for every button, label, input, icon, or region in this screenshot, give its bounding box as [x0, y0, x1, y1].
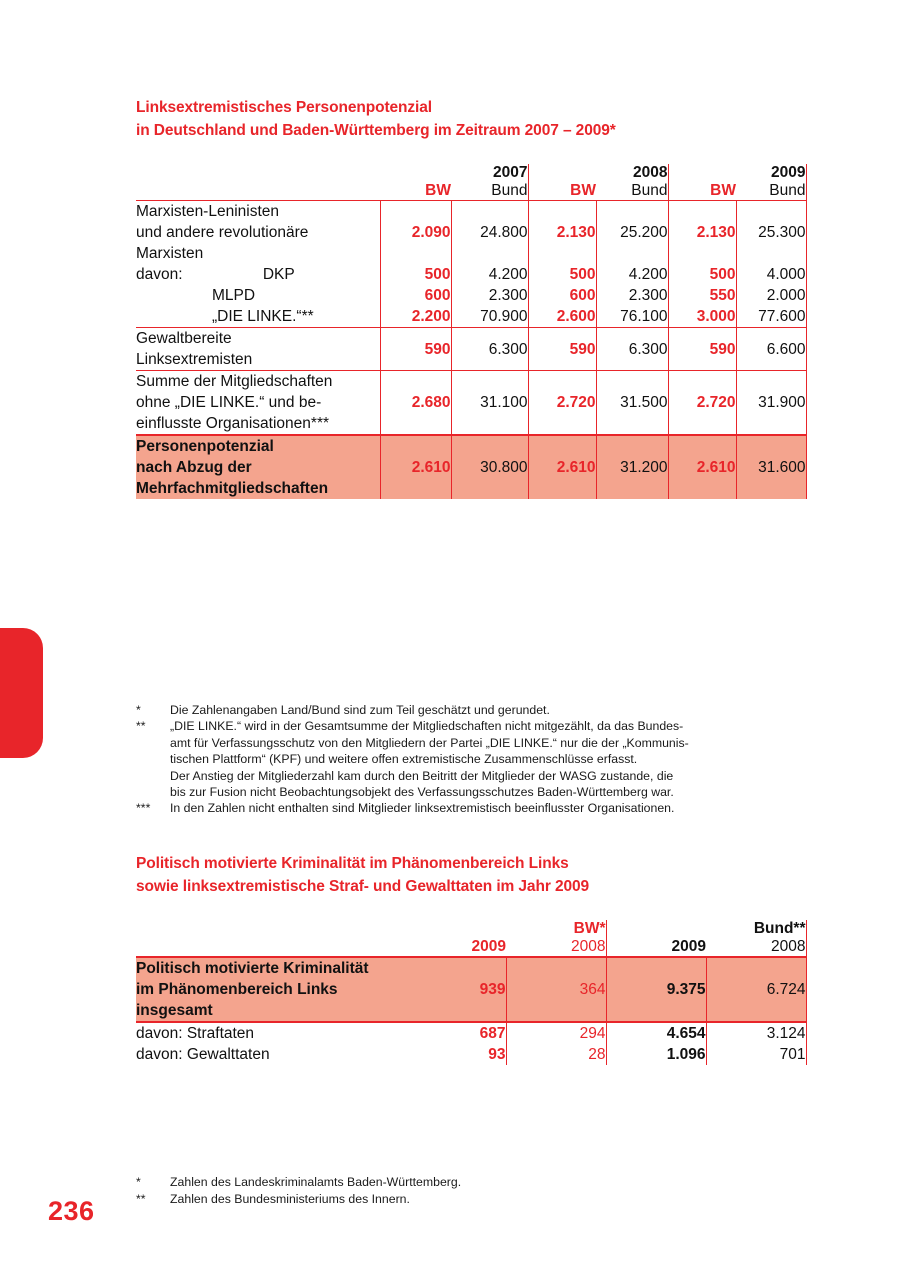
- table2-row0-label: [136, 958, 401, 1022]
- table1-row0-label-l2: Marxisten: [136, 245, 204, 262]
- table1-row3-label-l0: „DIE LINKE.“**: [212, 308, 314, 325]
- footnote-item: [136, 1191, 836, 1208]
- table2-row1-bund-2009: 4.654: [666, 1025, 706, 1042]
- table2-sub-spacer: [136, 938, 401, 957]
- table1-row5-bund-2007: 31.100: [451, 371, 528, 435]
- table1-row6-bund-2008: 31.200: [596, 436, 668, 499]
- table2-group-header-row: [136, 920, 806, 938]
- table1-title-line1: Linksextremistisches Personenpotenzial: [136, 99, 432, 116]
- table1-row3-bw-2007: 2.200: [380, 306, 451, 328]
- footnote-line: Der Anstieg der Mitgliederzahl kam durch den Beitritt der Mitglieder der WASG zustande, die: [170, 768, 674, 783]
- table1-row2-bund-2009: 2.000: [736, 285, 806, 306]
- table2-row0-bw-2009: 939: [401, 958, 506, 1022]
- table1-row4-bund-2007: 6.300: [451, 328, 528, 371]
- table1-body: [136, 201, 806, 500]
- footnote-item: [136, 702, 836, 718]
- table1-row1-bund-2008: 4.200: [596, 264, 668, 285]
- table1-row2-bw-2007: 600: [380, 285, 451, 306]
- table2-row1-label-l0: davon: Straftaten: [136, 1025, 255, 1042]
- table2-block: [136, 852, 806, 1065]
- footnote-line: „DIE LINKE.“ wird in der Gesamtsumme der Mitgliedschaften nicht mitgezählt, da das Bundes-: [170, 719, 684, 734]
- table1-row5-bw-2007: 2.680: [380, 371, 451, 435]
- table1-row2-bund-2007: 2.300: [451, 285, 528, 306]
- table2-title-line2: sowie linksextremistische Straf- und Gewalttaten im Jahr 2009: [136, 878, 590, 895]
- table2-group-pad-c: [606, 920, 706, 938]
- table1-row1-bund-2009: 4.000: [736, 264, 806, 285]
- table2-row2-bw-2009: 93: [488, 1046, 506, 1063]
- table-row: [136, 306, 806, 328]
- table1-row2-bw-2009: 550: [668, 285, 736, 306]
- table1-row1-prefix: davon:: [136, 266, 183, 283]
- table1-row4-label-l1: Linksextremisten: [136, 351, 253, 368]
- table2-title: [136, 852, 806, 898]
- footnote-line: tischen Plattform“ (KPF) und weitere offen extremistische Zusammenschlüsse erfasst.: [170, 752, 638, 767]
- table2-group-bw: BW*: [506, 920, 606, 938]
- table1-row3-bund-2009: 77.600: [736, 306, 806, 328]
- table1-year-spacer: [136, 164, 380, 182]
- table1-row6-bw-2009: 2.610: [668, 436, 736, 499]
- page-number: 236: [48, 1196, 95, 1226]
- footnote-text: [170, 718, 836, 800]
- table1-row1-bw-2008: 500: [528, 264, 596, 285]
- table-row: [136, 371, 806, 435]
- table1-row6-label-l1: nach Abzug der: [136, 459, 252, 476]
- table1-row4-bw-2009: 590: [668, 328, 736, 371]
- table-row: [136, 1044, 806, 1065]
- table1-row3-bw-2009: 3.000: [668, 306, 736, 328]
- table-row: [136, 264, 806, 285]
- table1-title-line2: in Deutschland und Baden-Württemberg im Zeitraum 2007 – 2009*: [136, 122, 616, 139]
- table2-row0-label-l0: Politisch motivierte Kriminalität: [136, 960, 369, 977]
- table2-head: [136, 920, 806, 957]
- table2-footnotes: [136, 1174, 836, 1208]
- table-row-highlighted: [136, 436, 806, 499]
- table1-row5-label: [136, 371, 380, 435]
- table2-row0-label-l2: insgesamt: [136, 1002, 213, 1019]
- table1-row0-bw-2007: 2.090: [380, 201, 451, 264]
- table2-sub-header-row: [136, 938, 806, 957]
- table1-row2-bund-2008: 2.300: [596, 285, 668, 306]
- table1-title: [136, 96, 806, 142]
- table1-row0-bw-2009: 2.130: [668, 201, 736, 264]
- table2-row0-bw-2008: 364: [506, 958, 606, 1022]
- table2: [136, 920, 807, 1065]
- footnote-mark: ***: [136, 801, 151, 816]
- table1-row1-label: [136, 264, 380, 285]
- table2-sub-bw-2009: 2009: [471, 938, 506, 955]
- table1-row6-bund-2007: 30.800: [451, 436, 528, 499]
- footnote-text: [170, 702, 836, 718]
- table1: [136, 164, 807, 499]
- footnote-mark: **: [136, 1192, 146, 1206]
- table2-sub-bw-2008: 2008: [506, 938, 606, 957]
- table1-row4-bw-2007: 590: [380, 328, 451, 371]
- table1-sub-bw-2007: BW: [425, 182, 451, 199]
- table1-row5-label-l2: einflusste Organisationen***: [136, 415, 330, 432]
- table2-row1-label: [136, 1023, 401, 1044]
- table1-row4-bw-2008: 590: [528, 328, 596, 371]
- table2-sub-bund-2008: 2008: [706, 938, 806, 957]
- table2-row2-bund-2009: 1.096: [666, 1046, 706, 1063]
- table1-footnotes: [136, 702, 836, 817]
- table1-row3-bund-2007: 70.900: [451, 306, 528, 328]
- table1-row3-bw-2008: 2.600: [528, 306, 596, 328]
- table1-row5-label-l1: ohne „DIE LINKE.“ und be-: [136, 394, 322, 411]
- table1-row1-bund-2007: 4.200: [451, 264, 528, 285]
- table2-row0-bund-2009: 9.375: [606, 958, 706, 1022]
- table1-row0-label-l0: Marxisten-Leninisten: [136, 203, 280, 220]
- table2-row1-bw-2009: 687: [479, 1025, 506, 1042]
- table1-row4-bund-2008: 6.300: [596, 328, 668, 371]
- table2-group-bund: Bund**: [706, 920, 806, 938]
- footnote-mark: *: [136, 703, 141, 717]
- table1-row5-bund-2008: 31.500: [596, 371, 668, 435]
- table1-year-2008: 2008: [596, 164, 668, 182]
- table1-row0-bund-2008: 25.200: [596, 201, 668, 264]
- table1-year-2007: 2007: [451, 164, 528, 182]
- table1-year-header-row: [136, 164, 806, 182]
- table2-group-spacer: [136, 920, 401, 938]
- table1-sub-bund-2009: Bund: [736, 182, 806, 201]
- table1-row5-label-l0: Summe der Mitgliedschaften: [136, 373, 333, 390]
- table1-row6-label-l0: Personenpotenzial: [136, 438, 274, 455]
- table1-block: [136, 96, 806, 499]
- table1-row4-label-l0: Gewaltbereite: [136, 330, 232, 347]
- footnote-mark: *: [136, 1175, 141, 1189]
- table1-row0-bw-2008: 2.130: [528, 201, 596, 264]
- table1-row6-bund-2009: 31.600: [736, 436, 806, 499]
- footnote-item: [136, 718, 836, 800]
- footnote-text: Zahlen des Landeskriminalamts Baden-Württemberg.: [170, 1175, 462, 1189]
- table1-year-2008-cell: [528, 164, 596, 182]
- footnote-item: [136, 800, 836, 816]
- table1-row2-bw-2008: 600: [528, 285, 596, 306]
- table1-row5-bw-2008: 2.720: [528, 371, 596, 435]
- table2-row1-bw-2008: 294: [506, 1023, 606, 1044]
- table2-row0-bund-2008: 6.724: [706, 958, 806, 1022]
- table1-sub-bund-2008: Bund: [596, 182, 668, 201]
- table2-row2-bund-2008: 701: [706, 1044, 806, 1065]
- table1-row6-bw-2008: 2.610: [528, 436, 596, 499]
- table2-title-line1: Politisch motivierte Kriminalität im Phänomenbereich Links: [136, 855, 569, 872]
- footnote-line: amt für Verfassungsschutz von den Mitgliedern der Partei „DIE LINKE.“ nur die der „Kommunis-: [170, 735, 689, 750]
- table1-row3-bund-2008: 76.100: [596, 306, 668, 328]
- table1-head: [136, 164, 806, 201]
- table-row: [136, 285, 806, 306]
- table1-row5-bw-2009: 2.720: [668, 371, 736, 435]
- table1-row6-label-l2: Mehrfachmitgliedschaften: [136, 480, 329, 497]
- table1-sub-bw-2008: BW: [570, 182, 596, 199]
- table1-row1-bw-2007: 500: [380, 264, 451, 285]
- table-row: [136, 201, 806, 264]
- table2-body: [136, 957, 806, 1065]
- footnote-line: In den Zahlen nicht enthalten sind Mitglieder linksextremistisch beeinflusster Organisationen.: [170, 801, 675, 816]
- table1-row0-bund-2009: 25.300: [736, 201, 806, 264]
- table2-row2-label: [136, 1044, 401, 1065]
- footnote-mark: **: [136, 719, 146, 734]
- footnote-line: bis zur Fusion nicht Beobachtungsobjekt des Verfassungsschutzes Baden-Württemberg war.: [170, 785, 674, 800]
- table1-row4-label: [136, 328, 380, 371]
- table-row: [136, 328, 806, 371]
- table1-row0-label: [136, 201, 380, 264]
- table2-row1-bund-2008: 3.124: [706, 1023, 806, 1044]
- footnote-line: Die Zahlenangaben Land/Bund sind zum Teil geschätzt und gerundet.: [170, 703, 550, 717]
- table2-row2-bw-2008: 28: [506, 1044, 606, 1065]
- table2-sub-bund-2009: 2009: [671, 938, 706, 955]
- table1-year-2009-cell: [668, 164, 736, 182]
- table1-row2-label-l0: MLPD: [212, 287, 256, 304]
- footnote-text: Zahlen des Bundesministeriums des Innern.: [170, 1192, 410, 1206]
- table1-row5-bund-2009: 31.900: [736, 371, 806, 435]
- footnote-text: [170, 800, 836, 816]
- table1-sub-bw-2009: BW: [710, 182, 736, 199]
- table2-row2-label-l0: davon: Gewalttaten: [136, 1046, 270, 1063]
- table1-sub-header-row: [136, 182, 806, 201]
- margin-tab-marker: [0, 628, 43, 758]
- table1-row2-label: [136, 285, 380, 306]
- table1-row6-label: [136, 436, 380, 499]
- table-row: [136, 1023, 806, 1044]
- table1-sub-bund-2007: Bund: [451, 182, 528, 201]
- table1-year-2007-cell: [380, 164, 451, 182]
- footnote-item: [136, 1174, 836, 1191]
- table1-row0-bund-2007: 24.800: [451, 201, 528, 264]
- table2-row0-label-l1: im Phänomenbereich Links: [136, 981, 338, 998]
- table1-row0-label-l1: und andere revolutionäre: [136, 224, 309, 241]
- table1-row6-bw-2007: 2.610: [380, 436, 451, 499]
- table1-row1-label-l0: DKP: [262, 266, 295, 283]
- table2-group-pad-a: [401, 920, 506, 938]
- table-row-highlighted: [136, 958, 806, 1022]
- table1-year-2009: 2009: [736, 164, 806, 182]
- table1-row1-bw-2009: 500: [668, 264, 736, 285]
- table1-row3-label: [136, 306, 380, 328]
- table1-row4-bund-2009: 6.600: [736, 328, 806, 371]
- table1-sub-spacer: [136, 182, 380, 201]
